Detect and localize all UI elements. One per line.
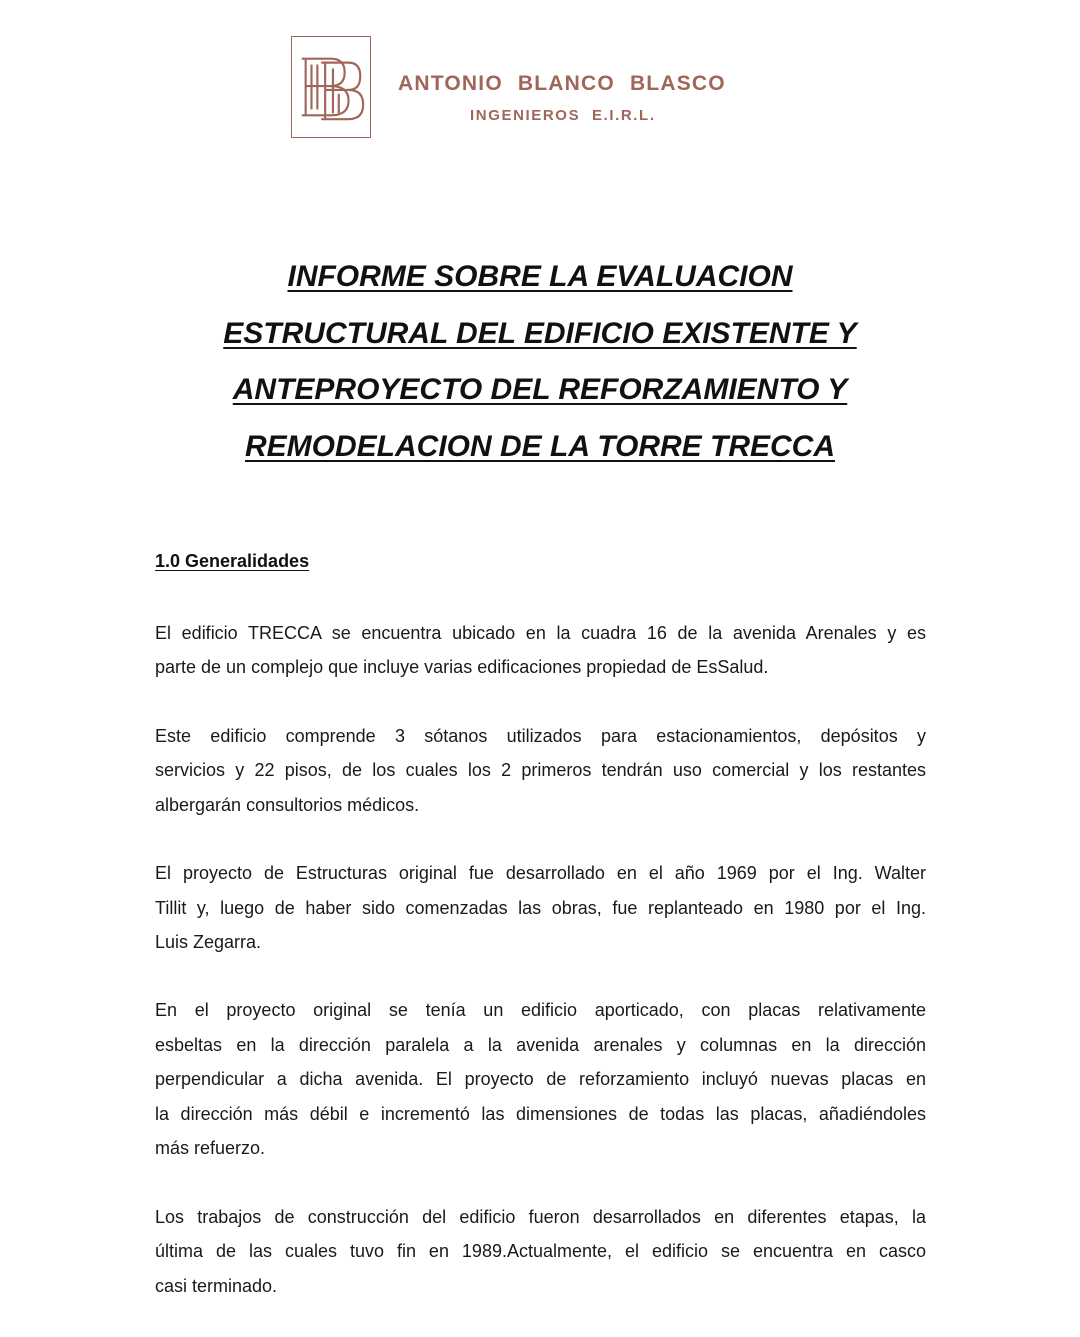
paragraph-line: albergarán consultorios médicos. — [155, 795, 420, 815]
title-line: INFORME SOBRE LA EVALUACION — [287, 260, 793, 293]
title-line: ESTRUCTURAL DEL EDIFICIO EXISTENTE Y — [223, 316, 857, 350]
paragraph-line: Los trabajos de construcción del edificio fueron desarrollados en diferentes etapas, la — [155, 1207, 926, 1227]
document-title — [140, 249, 940, 475]
paragraph-line: la dirección más débil e incrementó las dimensiones de todas las placas, añadiéndoles — [155, 1104, 926, 1124]
paragraph-line: servicios y 22 pisos, de los cuales los 2 primeros tendrán uso comercial y los restantes — [155, 760, 926, 780]
company-subtitle: INGENIEROS E.I.R.L. — [470, 107, 656, 124]
title-line: ANTEPROYECTO DEL REFORZAMIENTO Y — [232, 373, 848, 406]
paragraph-line: En el proyecto original se tenía un edificio aporticado, con placas relativamente — [155, 1000, 926, 1020]
logo-monogram-icon — [292, 37, 370, 137]
company-name: ANTONIO BLANCO BLASCO — [398, 72, 726, 95]
paragraph-line: más refuerzo. — [155, 1138, 266, 1158]
company-logo — [291, 36, 371, 138]
paragraph-line: El proyecto de Estructuras original fue desarrollado en el año 1969 por el Ing. Walter — [155, 863, 926, 883]
title-line: REMODELACION DE LA TORRE TRECCA — [244, 429, 835, 463]
paragraph-line: esbeltas en la dirección paralela a la avenida arenales y columnas en la dirección — [155, 1035, 926, 1055]
section-heading: 1.0 Generalidades — [155, 551, 310, 571]
paragraph-line: parte de un complejo que incluye varias edificaciones propiedad de EsSalud. — [155, 657, 769, 677]
paragraph-line: última de las cuales tuvo fin en 1989.Actualmente, el edificio se encuentra en casco — [155, 1241, 926, 1261]
paragraph-line: casi terminado. — [155, 1276, 278, 1296]
paragraph-line: Luis Zegarra. — [155, 932, 262, 952]
paragraph-line: perpendicular a dicha avenida. El proyecto de reforzamiento incluyó nuevas placas en — [155, 1069, 926, 1089]
paragraph-line: Tillit y, luego de haber sido comenzadas las obras, fue replanteado en 1980 por el Ing. — [155, 898, 926, 918]
paragraph-line: El edificio TRECCA se encuentra ubicado en la cuadra 16 de la avenida Arenales y es — [155, 623, 926, 643]
paragraph-line: Este edificio comprende 3 sótanos utilizados para estacionamientos, depósitos y — [155, 726, 926, 746]
